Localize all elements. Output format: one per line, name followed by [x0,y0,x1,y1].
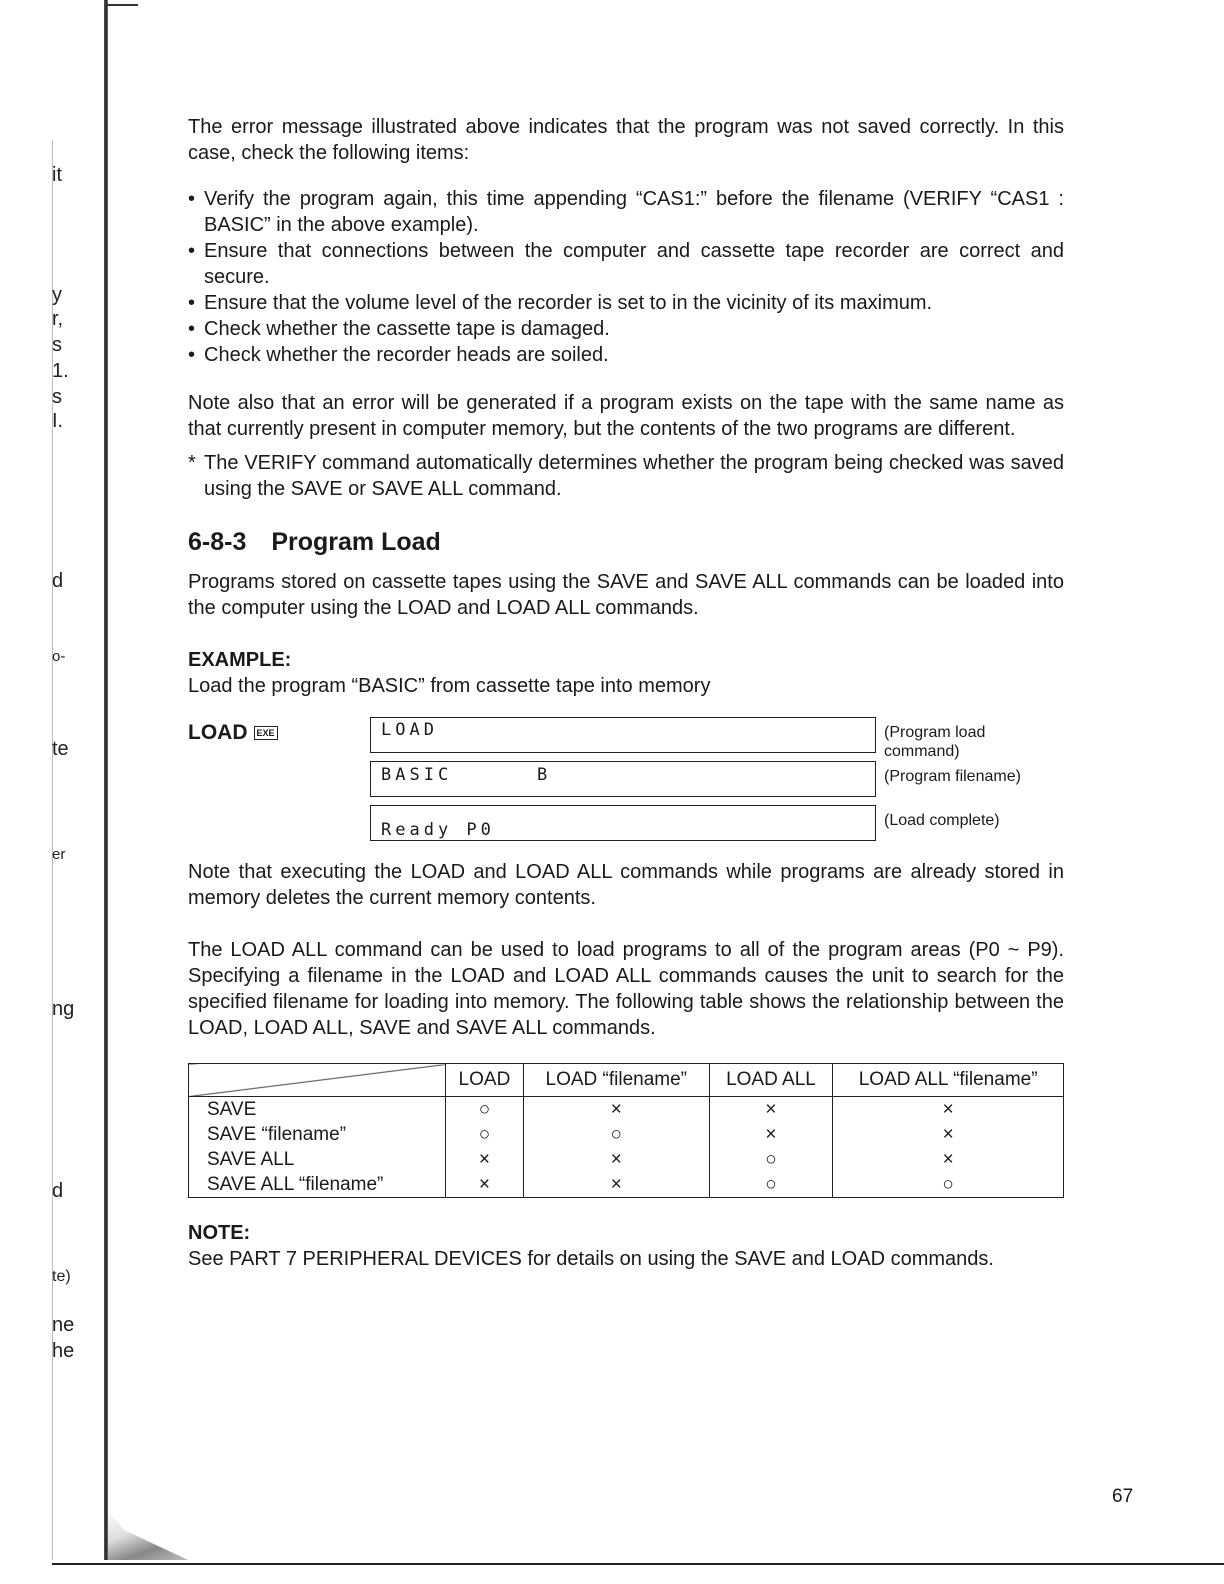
note-text: See PART 7 PERIPHERAL DEVICES for details on using the SAVE and LOAD commands. [188,1248,994,1270]
margin-fragment: ne [52,1314,75,1336]
table-corner-cell [189,1064,446,1097]
check-item: • Ensure that connections between the computer and cassette tape recorder are correct and secure. [188,238,1064,290]
margin-fragment: d [52,570,64,592]
margin-fragment: r, [52,308,64,330]
row-label: SAVE ALL “filename” [189,1172,446,1198]
binding-shadow [108,1510,188,1560]
table-cell: × [833,1097,1064,1123]
section-heading [188,528,1064,557]
caption-load-complete: (Load complete) [884,812,1000,829]
table-cell: ○ [523,1122,709,1147]
lcd-cursor-text: B [537,765,552,785]
column-header: LOAD “filename” [523,1064,709,1097]
table-cell: × [709,1122,833,1147]
check-item: • Ensure that the volume level of the recorder is set to in the vicinity of its maximum. [188,290,1064,316]
table-cell: × [446,1172,524,1198]
row-label: SAVE [189,1097,446,1123]
table-cell: × [523,1097,709,1123]
table-cell: × [833,1147,1064,1172]
verify-note-text: The VERIFY command automatically determines whether the program being checked was saved using the SAVE or SAVE ALL command. [204,452,1064,500]
margin-fragment: it [52,164,62,186]
margin-fragment: te [52,738,69,760]
caption-program-load: (Program load command) [884,724,986,760]
caption-program-filename: (Program filename) [884,768,1021,785]
lcd-text: LOAD [381,720,438,740]
margin-fragment: y [52,284,62,306]
lcd-screen-ready [370,805,876,841]
load-all-paragraph: The LOAD ALL command can be used to load programs to all of the program areas (P0 ~ P9). Specifying a filename in the LOAD and LOAD ALL commands causes the unit to search for the specified filename for loading into memory. The following table shows the relationship between the LOAD, LOAD ALL, SAVE and SAVE ALL commands. [188,939,1064,1039]
verify-note [188,450,1064,502]
table-row [189,1097,1064,1123]
lcd-text: BASIC [381,765,453,785]
table-cell: × [446,1147,524,1172]
check-item: • Check whether the cassette tape is damaged. [188,316,1064,342]
margin-fragment: te) [52,1268,71,1285]
section-intro: Programs stored on cassette tapes using the SAVE and SAVE ALL commands can be loaded into the computer using the LOAD and LOAD ALL commands. [188,571,1064,619]
table-cell: ○ [709,1147,833,1172]
command-relationship-table [188,1063,1064,1198]
exe-key-icon: EXE [254,726,278,740]
page-content [188,114,1064,1272]
margin-fragment: 1. [52,360,69,382]
page-number: 67 [1112,1486,1134,1507]
table-row [189,1172,1064,1198]
command-text: LOAD [188,721,248,744]
table-cell: ○ [709,1172,833,1198]
margin-fragment: s [52,386,62,408]
command-keystroke [188,721,278,745]
note-label: NOTE: [188,1222,251,1244]
lcd-screen-load [370,717,876,753]
example-description: Load the program “BASIC” from cassette tape into memory [188,675,711,697]
table-row [189,1147,1064,1172]
check-item: • Check whether the recorder heads are soiled. [188,342,1064,368]
intro-paragraph: The error message illustrated above indicates that the program was not saved correctly. In this case, check the following items: [188,116,1064,164]
binding-top-mark [106,4,138,6]
table-cell: × [523,1172,709,1198]
column-header: LOAD ALL “filename” [833,1064,1064,1097]
margin-fragment: s [52,334,62,356]
row-label: SAVE ALL [189,1147,446,1172]
column-header: LOAD ALL [709,1064,833,1097]
column-header: LOAD [446,1064,524,1097]
check-list [188,186,1064,368]
table-cell: × [523,1147,709,1172]
section-title: Program Load [271,528,441,556]
margin-fragment: I. [52,410,64,432]
binding-edge [104,0,108,1560]
note-also-paragraph: Note also that an error will be generated if a program exists on the tape with the same name as that currently present in computer memory, but the contents of the two programs are different. [188,392,1064,440]
table-cell: × [709,1097,833,1123]
table-row [189,1122,1064,1147]
load-note-paragraph: Note that executing the LOAD and LOAD ALL commands while programs are already stored in memory deletes the current memory contents. [188,861,1064,909]
margin-fragment: er [52,846,66,863]
margin-fragment: ng [52,998,75,1020]
table-cell: ○ [446,1122,524,1147]
row-label: SAVE “filename” [189,1122,446,1147]
page-bottom-edge [52,1563,1224,1565]
lcd-screen-filename [370,761,876,797]
table-cell: ○ [446,1097,524,1123]
example-label: EXAMPLE: [188,649,292,671]
margin-fragment: o- [52,648,66,665]
section-number: 6-8-3 [188,528,247,556]
table-cell: ○ [833,1172,1064,1198]
margin-fragment: he [52,1340,75,1362]
load-example-diagram [188,717,1064,851]
lcd-text: Ready P0 [381,820,495,840]
check-item: • Verify the program again, this time appending “CAS1:” before the filename (VERIFY “CAS1 : BASIC” in the above example). [188,186,1064,238]
asterisk: * [188,452,196,474]
margin-fragment: d [52,1180,64,1202]
table-cell: × [833,1122,1064,1147]
